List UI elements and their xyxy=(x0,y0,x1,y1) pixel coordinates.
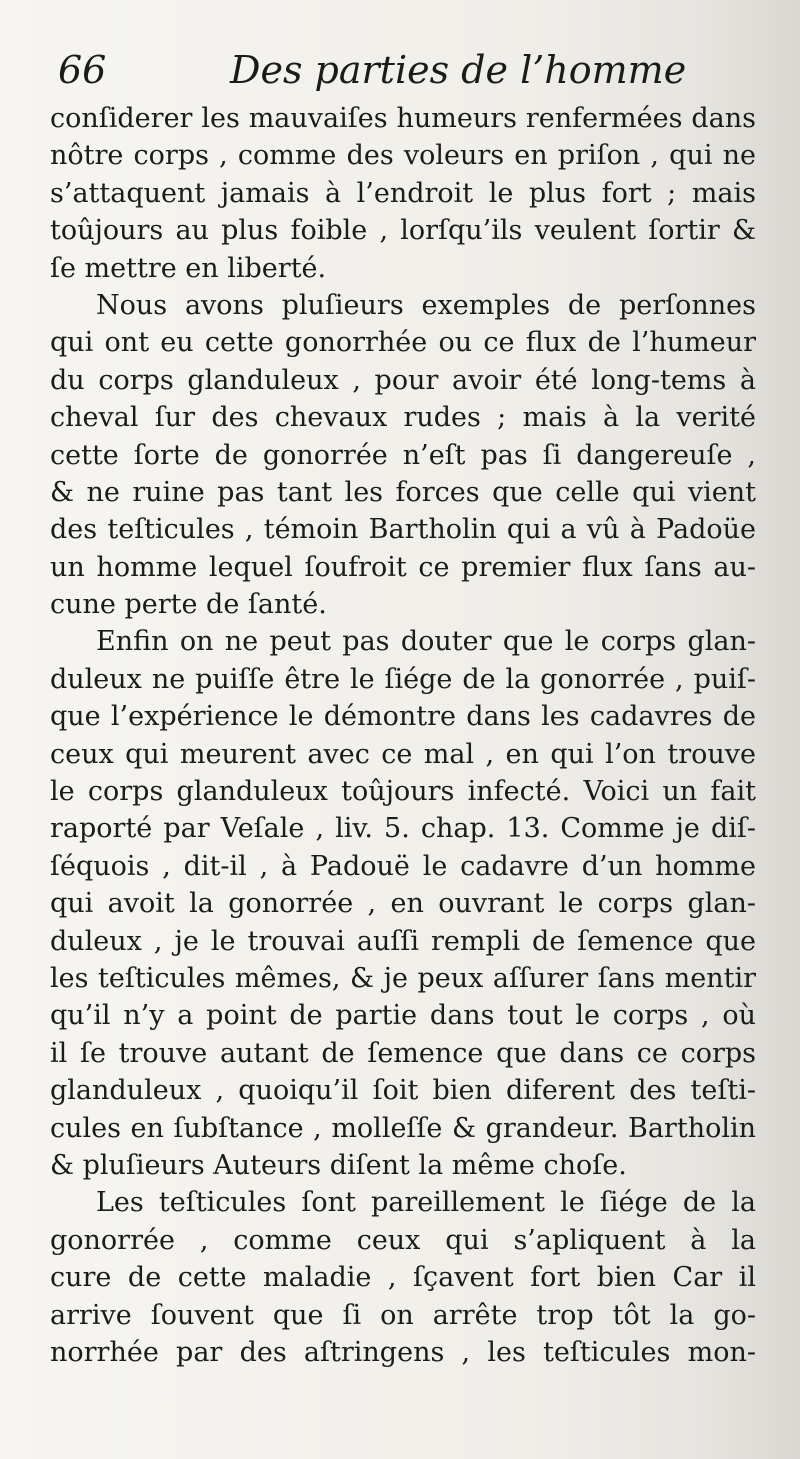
text-line: Enfin on ne peut pas douter que le corps glan- xyxy=(96,626,756,658)
text-line: Les teſticules ſont pareillement le ſiége de la xyxy=(96,1187,756,1219)
text-line: ceux qui meurent avec ce mal , en qui l’on trouve xyxy=(50,738,756,770)
text-line: raporté par Veſale , liv. 5. chap. 13. Comme je diſ- xyxy=(50,813,756,845)
text-line: duleux ne puiſſe être le ſiége de la gonorrée , puiſ- xyxy=(50,663,756,695)
text-line: le corps glanduleux toûjours infecté. Voici un fait xyxy=(50,776,756,808)
text-line: qui ont eu cette gonorrhée ou ce flux de l’humeur xyxy=(50,327,756,359)
text-line: cure de cette maladie , ſçavent fort bien Car il xyxy=(50,1262,756,1294)
text-line: un homme lequel ſoufroit ce premier flux ſans au- xyxy=(50,551,756,583)
text-line: il ſe trouve autant de ſemence que dans ce corps xyxy=(50,1037,756,1069)
text-line: arrive ſouvent que ſi on arrête trop tôt la go- xyxy=(50,1299,756,1331)
page-number: 66 xyxy=(58,48,107,92)
text-line: les teſticules mêmes, & je peux aſſurer ſans mentir xyxy=(50,962,756,994)
text-line: ſéquois , dit-il , à Padouë le cadavre d’un homme xyxy=(50,850,756,882)
text-line: du corps glanduleux , pour avoir été long-tems à xyxy=(50,364,756,396)
text-line: cheval ſur des chevaux rudes ; mais à la verité xyxy=(50,402,756,434)
text-line: cules en ſubſtance , molleſſe & grandeur. Bartholin xyxy=(50,1112,756,1144)
text-line: cette ſorte de gonorrée n’eſt pas ſi dangereuſe , xyxy=(50,439,756,471)
text-line: gonorrée , comme ceux qui s’apliquent à la xyxy=(50,1224,756,1256)
text-line: ſe mettre en liberté. xyxy=(50,252,327,284)
text-line: toûjours au plus foible , lorſqu’ils veulent ſortir & xyxy=(50,215,756,247)
text-line: duleux , je le trouvai auſſi rempli de ſemence que xyxy=(50,925,756,957)
text-line: norrhée par des aſtringens , les teſticules mon- xyxy=(50,1336,756,1368)
text-line: s’attaquent jamais à l’endroit le plus fort ; mais xyxy=(50,177,756,209)
text-line: des teſticules , témoin Bartholin qui a vû à Padoüe xyxy=(50,514,756,546)
text-line: glanduleux , quoiqu’il ſoit bien diferent des teſti- xyxy=(50,1075,756,1107)
text-line: Nous avons pluſieurs exemples de perſonnes xyxy=(96,289,756,321)
text-line: qui avoit la gonorrée , en ouvrant le corps glan- xyxy=(50,888,756,920)
text-line: & pluſieurs Auteurs diſent la même choſe. xyxy=(50,1149,627,1181)
text-line: que l’expérience le démontre dans les cadavres de xyxy=(50,701,756,733)
text-line: conſiderer les mauvaiſes humeurs renfermées dans xyxy=(50,103,756,134)
text-line: & ne ruine pas tant les forces que celle qui vient xyxy=(50,476,756,508)
text-line: nôtre corps , comme des voleurs en priſon , qui ne xyxy=(50,140,756,172)
text-line: qu’il n’y a point de partie dans tout le corps , où xyxy=(50,1000,756,1032)
text-line: cune perte de ſanté. xyxy=(50,589,327,621)
running-title: Des parties de l’homme xyxy=(230,48,687,92)
page-header xyxy=(58,42,758,98)
body-text xyxy=(50,100,756,1371)
